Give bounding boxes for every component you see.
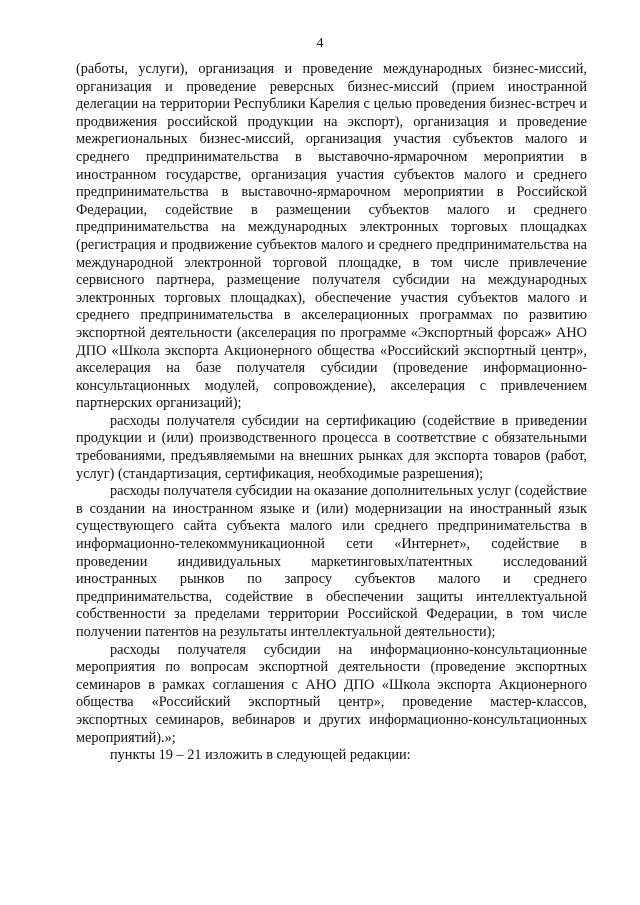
paragraph-additional-services-expenses: расходы получателя субсидии на оказание дополнительных услуг (содействие в создании на иностранном языке и (или) модернизации на иностранный язык существующего сайта субъекта малого или среднего предпринимательства в информационно-телекоммуникационной сети «Интернет», содействие в проведении индивидуальных маркетинговых/патентных исследований иностранных рынков по запросу субъектов малого и среднего предпринимательства, содействие в обеспечении защиты интеллектуальной собственности за пределами территории Российской Федерации, в том числе получении патентов на результаты интеллектуальной деятельности); — [76, 483, 587, 640]
document-body — [76, 61, 587, 765]
page-number: 4 — [316, 36, 324, 51]
paragraph-certification-expenses: расходы получателя субсидии на сертификацию (содействие в приведении продукции и (или) производственного процесса в соответствие с обязательными требованиями, предъявляемыми на внешних рынках для экспорта товаров (работ, услуг) (стандартизация, сертификация, необходимые разрешения); — [76, 412, 587, 482]
paragraph-consulting-events-expenses: расходы получателя субсидии на информационно-консультационные мероприятия по вопросам экспортной деятельности (проведение экспортных семинаров в рамках соглашения с АНО ДПО «Школа экспорта Акционерного общества «Российский экспортный центр», проведение мастер-классов, экспортных семинаров, вебинаров и других информационно-консультационных мероприятий).»; — [76, 641, 587, 746]
paragraph-continuation: (работы, услуги), организация и проведение международных бизнес-миссий, организация и проведение реверсных бизнес-миссий (прием иностранной делегации на территории Республики Карелия с целью проведения бизнес-встреч и продвижения российской продукции на экспорт), организация и проведение межрегиональных бизнес-миссий, организация участия субъектов малого и среднего предпринимательства в выставочно-ярмарочном мероприятии в иностранном государстве, организация участия субъектов малого и среднего предпринимательства в выставочно-ярмарочном мероприятии в Российской Федерации, содействие в размещении субъектов малого и среднего предпринимательства на международных электронных торговых площадках (регистрация и продвижение субъектов малого и среднего предпринимательства на международной электронной торговой площадке, в том числе привлечение сервисного партнера, размещение получателя субсидии на международных электронных торговых площадках), обеспечение участия субъектов малого и среднего предпринимательства в акселерационных программах по развитию экспортной деятельности (акселерация по программе «Экспортный форсаж» АНО ДПО «Школа экспорта Акционерного общества «Российский экспортный центр», акселерация на базе получателя субсидии (проведение информационно-консультационных модулей, сопровождение), акселерация с привлечением партнерских организаций); — [76, 61, 587, 412]
paragraph-amendment-clauses: пункты 19 – 21 изложить в следующей редакции: — [110, 747, 411, 764]
